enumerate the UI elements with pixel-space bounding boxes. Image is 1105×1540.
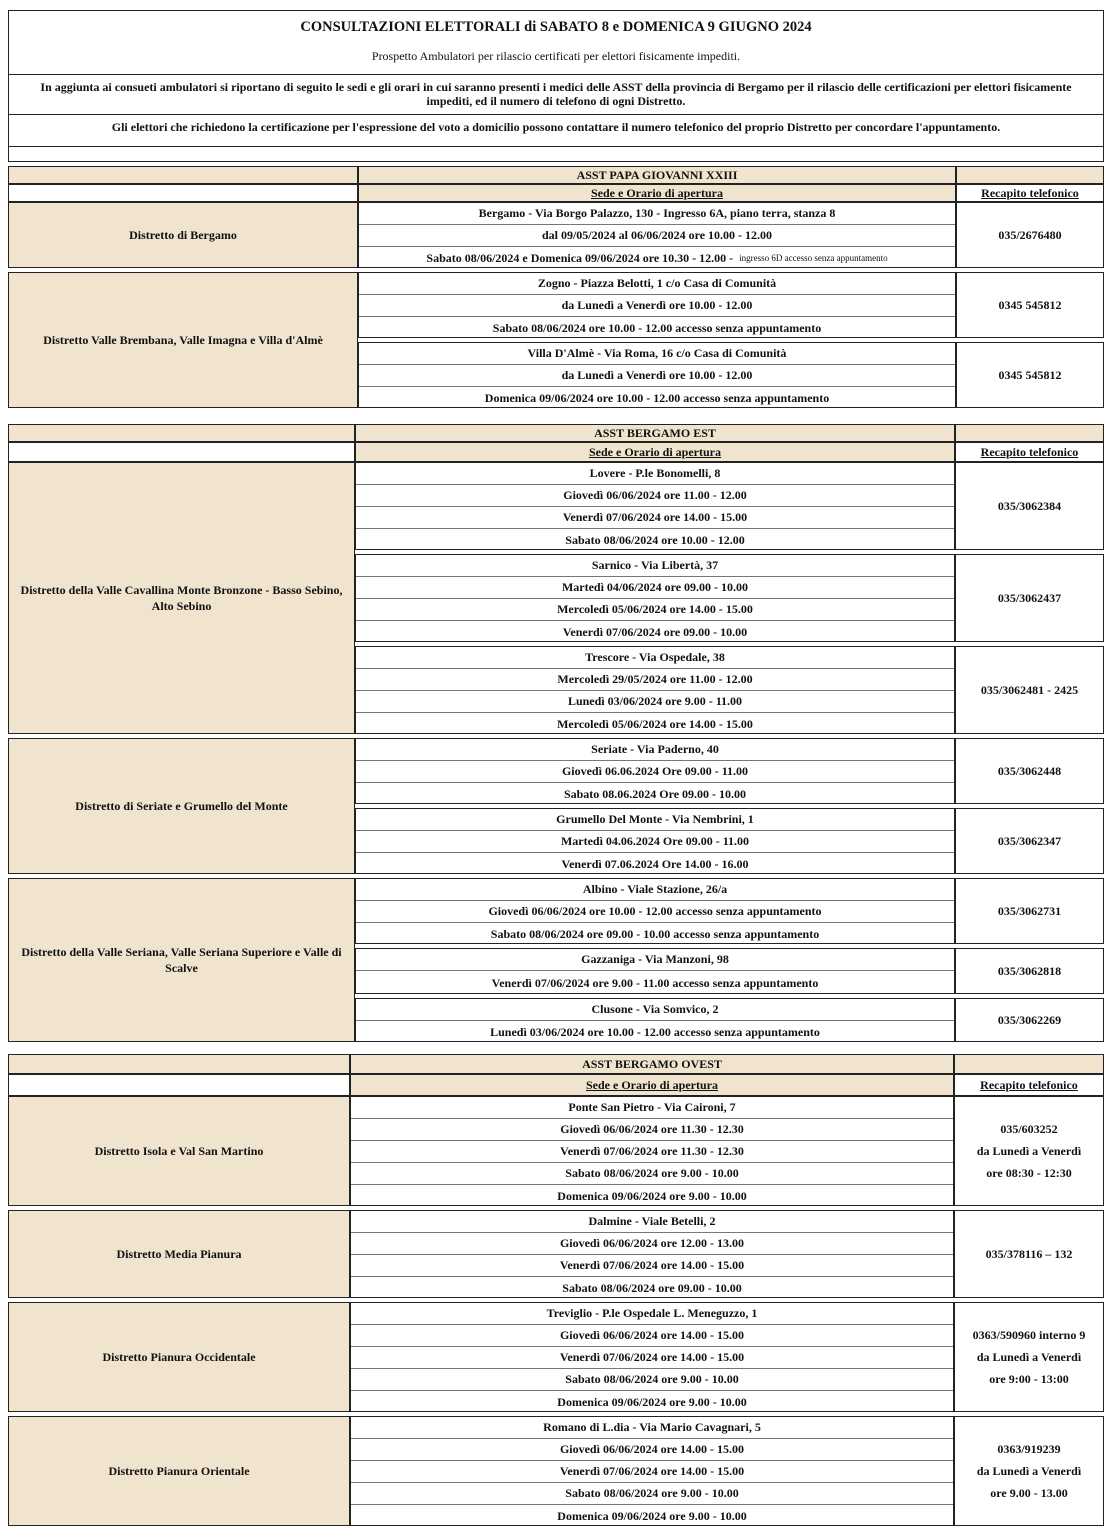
site-hours — [351, 1233, 953, 1255]
site-schedule — [355, 462, 955, 550]
site-hours — [351, 1461, 953, 1483]
asst-name: ASST BERGAMO OVEST — [350, 1054, 954, 1074]
asst-name: ASST BERGAMO EST — [355, 424, 955, 442]
site-address — [356, 647, 954, 669]
site-address — [356, 999, 954, 1021]
asst-name: ASST PAPA GIOVANNI XXIII — [358, 166, 956, 184]
site-hours-text: Giovedì 06/06/2024 ore 11.00 - 12.00 — [563, 488, 747, 502]
site-address — [359, 343, 955, 365]
document-subtitle: Prospetto Ambulatori per rilascio certificati per elettori fisicamente impediti. — [371, 49, 741, 63]
phone-cell — [956, 272, 1104, 338]
site-address — [351, 1097, 953, 1119]
site-address-text: Ponte San Pietro - Via Caironi, 7 — [568, 1100, 736, 1114]
site-hours — [356, 923, 954, 945]
column-header-telefono: Recapito telefonico — [956, 184, 1104, 202]
site-hours-text: Domenica 09/06/2024 ore 10.00 - 12.00 accesso senza appuntamento — [484, 390, 830, 405]
site-hours-text: Venerdì 07/06/2024 ore 09.00 - 10.00 — [562, 624, 748, 639]
site-hours-text: Lunedì 03/06/2024 ore 9.00 - 11.00 — [567, 694, 743, 708]
site-hours-text: Sabato 08.06.2024 Ore 09.00 - 10.00 — [563, 786, 747, 801]
phone-number: 035/603252 — [1000, 1122, 1058, 1136]
intro-text: In aggiunta ai consueti ambulatori si riportano di seguito le sedi e gli orari in cui saranno presenti i medici delle ASST della provincia di Bergamo per il rilascio delle certificazioni per elettori fisicamente impediti, ed il numero di telefono di ogni Distretto. — [9, 75, 1103, 115]
site-address-text: Grumello Del Monte - Via Nembrini, 1 — [556, 812, 754, 826]
site-schedule — [355, 738, 955, 804]
phone-number: 0363/590960 interno 9 — [972, 1328, 1086, 1342]
site-schedule — [350, 1302, 954, 1412]
site-hours — [351, 1119, 953, 1141]
site-address — [356, 555, 954, 577]
site-hours-text: da Lunedì a Venerdì ore 10.00 - 12.00 — [561, 368, 753, 382]
site-hours-text: Venerdì 07/06/2024 ore 14.00 - 15.00 — [562, 510, 748, 524]
site-hours-text: Sabato 08/06/2024 ore 9.00 - 10.00 — [565, 1486, 739, 1500]
site-hours-text: Sabato 08/06/2024 ore 10.00 - 12.00 accesso senza appuntamento — [492, 320, 822, 335]
asst-header-left — [8, 1054, 350, 1074]
site-hours-text: Domenica 09/06/2024 ore 9.00 - 10.00 — [557, 1394, 747, 1409]
asst-header-left — [8, 166, 358, 184]
asst-header-right — [954, 1054, 1104, 1074]
phone-number: 0345 545812 — [998, 368, 1062, 382]
site-schedule — [350, 1096, 954, 1206]
site-hours — [356, 599, 954, 621]
site-schedule — [355, 646, 955, 734]
site-hours-text: Venerdì 07/06/2024 ore 9.00 - 11.00 accesso senza appuntamento — [491, 975, 819, 990]
phone-number: ore 08:30 - 12:30 — [986, 1166, 1072, 1180]
site-address — [359, 203, 955, 225]
site-hours — [351, 1439, 953, 1461]
phone-number: da Lunedì a Venerdì — [976, 1144, 1082, 1158]
site-schedule — [355, 878, 955, 944]
site-schedule — [355, 948, 955, 994]
column-header-blank — [8, 1074, 350, 1096]
site-hours-text: Sabato 08/06/2024 ore 09.00 - 10.00 — [562, 1280, 742, 1295]
site-hours — [359, 225, 955, 247]
column-header-sede: Sede e Orario di apertura — [355, 442, 955, 462]
phone-number: ore 9.00 - 13.00 — [990, 1486, 1068, 1500]
site-hours-text: Giovedì 06/06/2024 ore 10.00 - 12.00 accesso senza appuntamento — [488, 904, 822, 918]
asst-header-left — [8, 424, 355, 442]
site-address-text: Dalmine - Viale Betelli, 2 — [588, 1214, 716, 1228]
site-hours-text: Martedì 04/06/2024 ore 09.00 - 10.00 — [561, 580, 749, 594]
site-address-text: Gazzaniga - Via Manzoni, 98 — [581, 952, 729, 966]
site-hours-text: Giovedì 06.06.2024 Ore 09.00 - 11.00 — [561, 764, 749, 778]
site-hours — [356, 853, 954, 875]
site-hours — [351, 1255, 953, 1277]
site-hours-text: Giovedì 06/06/2024 ore 11.30 - 12.30 — [560, 1122, 744, 1136]
site-hours-text: Giovedì 06/06/2024 ore 14.00 - 15.00 — [559, 1328, 745, 1342]
site-hours — [351, 1185, 953, 1207]
site-address — [351, 1303, 953, 1325]
site-address-text: Lovere - P.le Bonomelli, 8 — [589, 466, 721, 480]
site-hours-note: ingresso 6D accesso senza appuntamento — [739, 253, 888, 263]
site-address — [359, 273, 955, 295]
site-address — [351, 1211, 953, 1233]
site-hours — [351, 1347, 953, 1369]
phone-number: 0363/919239 — [997, 1442, 1061, 1456]
site-schedule — [350, 1210, 954, 1298]
phone-cell — [956, 202, 1104, 268]
district-name: Distretto della Valle Seriana, Valle Seriana Superiore e Valle di Scalve — [8, 878, 355, 1042]
phone-number: da Lunedì a Venerdì — [976, 1350, 1082, 1364]
site-hours-text: Sabato 08/06/2024 ore 9.00 - 10.00 — [565, 1372, 739, 1386]
site-address-text: Trescore - Via Ospedale, 38 — [585, 650, 725, 664]
site-hours — [356, 669, 954, 691]
site-hours-text: Venerdì 07/06/2024 ore 11.30 - 12.30 — [560, 1144, 744, 1158]
site-hours — [351, 1391, 953, 1413]
site-address — [356, 463, 954, 485]
site-address-text: Clusone - Via Somvico, 2 — [591, 1002, 719, 1016]
site-hours — [356, 507, 954, 529]
site-hours — [359, 387, 955, 409]
site-hours-text: Venerdì 07/06/2024 ore 14.00 - 15.00 — [559, 1464, 745, 1478]
column-header-blank — [8, 184, 358, 202]
site-hours-text: Sabato 08/06/2024 ore 9.00 - 10.00 — [565, 1166, 739, 1180]
column-header-blank — [8, 442, 355, 462]
site-hours-text: Mercoledì 05/06/2024 ore 14.00 - 15.00 — [557, 716, 753, 731]
phone-number: 035/2676480 — [998, 228, 1062, 242]
site-hours-text: Giovedì 06/06/2024 ore 12.00 - 13.00 — [559, 1236, 745, 1250]
site-hours — [351, 1141, 953, 1163]
phone-cell — [954, 1210, 1104, 1298]
district-name: Distretto di Seriate e Grumello del Monte — [8, 738, 355, 874]
site-address — [351, 1417, 953, 1439]
phone-number: 035/3062384 — [997, 499, 1062, 513]
site-hours-text: Sabato 08/06/2024 ore 09.00 - 10.00 accesso senza appuntamento — [490, 926, 820, 941]
phone-number: 035/3062347 — [997, 834, 1062, 848]
site-hours — [351, 1277, 953, 1299]
phone-number: 035/3062731 — [997, 904, 1062, 918]
phone-number: 035/378116 – 132 — [985, 1247, 1073, 1261]
site-hours-text: Mercoledì 29/05/2024 ore 11.00 - 12.00 — [557, 672, 753, 686]
title-row — [9, 11, 1103, 75]
site-hours — [356, 691, 954, 713]
site-hours — [356, 529, 954, 551]
site-hours — [356, 1021, 954, 1043]
note-text: Gli elettori che richiedono la certificazione per l'espressione del voto a domicilio possono contattare il numero telefonico del proprio Distretto per concordare l'appuntamento. — [9, 115, 1103, 147]
phone-number: 035/3062448 — [997, 764, 1062, 778]
site-hours — [351, 1369, 953, 1391]
site-address-text: Albino - Viale Stazione, 26/a — [582, 882, 728, 896]
site-hours — [359, 247, 955, 269]
site-hours — [359, 365, 955, 387]
site-schedule — [358, 272, 956, 338]
phone-number: 035/3062481 - 2425 — [980, 683, 1079, 697]
site-hours-text: Mercoledì 05/06/2024 ore 14.00 - 15.00 — [557, 602, 753, 616]
site-hours-text: Venerdì 07/06/2024 ore 14.00 - 15.00 — [559, 1258, 745, 1272]
site-hours — [356, 971, 954, 995]
site-address-text: Romano di L.dia - Via Mario Cavagnari, 5 — [543, 1420, 761, 1434]
district-name: Distretto Isola e Val San Martino — [8, 1096, 350, 1206]
phone-cell — [956, 342, 1104, 408]
district-name: Distretto Pianura Orientale — [8, 1416, 350, 1526]
phone-number: 0345 545812 — [998, 298, 1062, 312]
site-hours — [356, 831, 954, 853]
site-hours — [356, 901, 954, 923]
site-schedule — [355, 998, 955, 1042]
phone-number: ore 9:00 - 13:00 — [989, 1372, 1069, 1386]
asst-header-right — [955, 424, 1104, 442]
site-schedule — [355, 808, 955, 874]
site-hours — [351, 1505, 953, 1527]
site-schedule — [350, 1416, 954, 1526]
phone-cell — [955, 462, 1104, 550]
site-hours-text: dal 09/05/2024 al 06/06/2024 ore 10.00 - 12.00 — [541, 228, 773, 242]
site-hours — [356, 761, 954, 783]
column-header-sede: Sede e Orario di apertura — [350, 1074, 954, 1096]
site-address-text: Zogno - Piazza Belotti, 1 c/o Casa di Comunità — [537, 276, 777, 290]
site-address — [356, 809, 954, 831]
column-header-sede: Sede e Orario di apertura — [358, 184, 956, 202]
site-hours — [359, 295, 955, 317]
district-name: Distretto Media Pianura — [8, 1210, 350, 1298]
phone-number: 035/3062437 — [997, 591, 1062, 605]
site-hours — [356, 621, 954, 643]
site-hours — [356, 713, 954, 735]
site-hours-text: Sabato 08/06/2024 e Domenica 09/06/2024 ore 10.30 - 12.00 - — [426, 250, 734, 265]
site-hours-text: Venerdì 07/06/2024 ore 14.00 - 15.00 — [559, 1350, 745, 1364]
site-hours — [351, 1325, 953, 1347]
phone-cell — [955, 738, 1104, 804]
district-name: Distretto della Valle Cavallina Monte Bronzone - Basso Sebino, Alto Sebino — [8, 462, 355, 734]
site-hours — [359, 317, 955, 339]
site-hours-text: da Lunedì a Venerdì ore 10.00 - 12.00 — [561, 298, 753, 312]
site-address — [356, 949, 954, 971]
site-hours-text: Martedì 04.06.2024 Ore 09.00 - 11.00 — [560, 834, 750, 848]
phone-cell — [955, 998, 1104, 1042]
site-address — [356, 739, 954, 761]
site-hours — [356, 485, 954, 507]
site-hours-text: Domenica 09/06/2024 ore 9.00 - 10.00 — [557, 1508, 747, 1523]
site-hours — [351, 1163, 953, 1185]
document-header — [8, 10, 1104, 162]
site-schedule — [355, 554, 955, 642]
district-name: Distretto Pianura Occidentale — [8, 1302, 350, 1412]
site-address-text: Seriate - Via Paderno, 40 — [591, 742, 719, 756]
site-hours — [351, 1483, 953, 1505]
blank-row — [9, 147, 1103, 163]
site-schedule — [358, 202, 956, 268]
phone-cell — [954, 1096, 1104, 1206]
phone-cell — [955, 878, 1104, 944]
site-address-text: Bergamo - Via Borgo Palazzo, 130 - Ingresso 6A, piano terra, stanza 8 — [478, 206, 836, 220]
site-address-text: Villa D'Almè - Via Roma, 16 c/o Casa di Comunità — [527, 346, 787, 360]
phone-cell — [955, 554, 1104, 642]
phone-cell — [954, 1302, 1104, 1412]
asst-header-right — [956, 166, 1104, 184]
document-title: CONSULTAZIONI ELETTORALI di SABATO 8 e DOMENICA 9 GIUGNO 2024 — [300, 19, 812, 35]
site-hours-text: Domenica 09/06/2024 ore 9.00 - 10.00 — [557, 1188, 747, 1203]
phone-number: 035/3062818 — [997, 964, 1062, 978]
site-address-text: Treviglio - P.le Ospedale L. Meneguzzo, 1 — [546, 1306, 758, 1320]
phone-cell — [954, 1416, 1104, 1526]
phone-number: da Lunedì a Venerdì — [976, 1464, 1082, 1478]
phone-cell — [955, 948, 1104, 994]
column-header-telefono: Recapito telefonico — [955, 442, 1104, 462]
site-hours-text: Sabato 08/06/2024 ore 10.00 - 12.00 — [565, 532, 745, 547]
district-name: Distretto di Bergamo — [8, 202, 358, 268]
site-address — [356, 879, 954, 901]
phone-cell — [955, 808, 1104, 874]
phone-number: 035/3062269 — [997, 1013, 1062, 1027]
site-schedule — [358, 342, 956, 408]
site-hours-text: Lunedì 03/06/2024 ore 10.00 - 12.00 accesso senza appuntamento — [490, 1024, 820, 1039]
site-hours — [356, 577, 954, 599]
site-hours — [356, 783, 954, 805]
district-name: Distretto Valle Brembana, Valle Imagna e Villa d'Almè — [8, 272, 358, 408]
site-hours-text: Venerdì 07.06.2024 Ore 14.00 - 16.00 — [561, 856, 749, 871]
phone-cell — [955, 646, 1104, 734]
site-address-text: Sarnico - Via Libertà, 37 — [591, 558, 719, 572]
column-header-telefono: Recapito telefonico — [954, 1074, 1104, 1096]
site-hours-text: Giovedì 06/06/2024 ore 14.00 - 15.00 — [559, 1442, 745, 1456]
